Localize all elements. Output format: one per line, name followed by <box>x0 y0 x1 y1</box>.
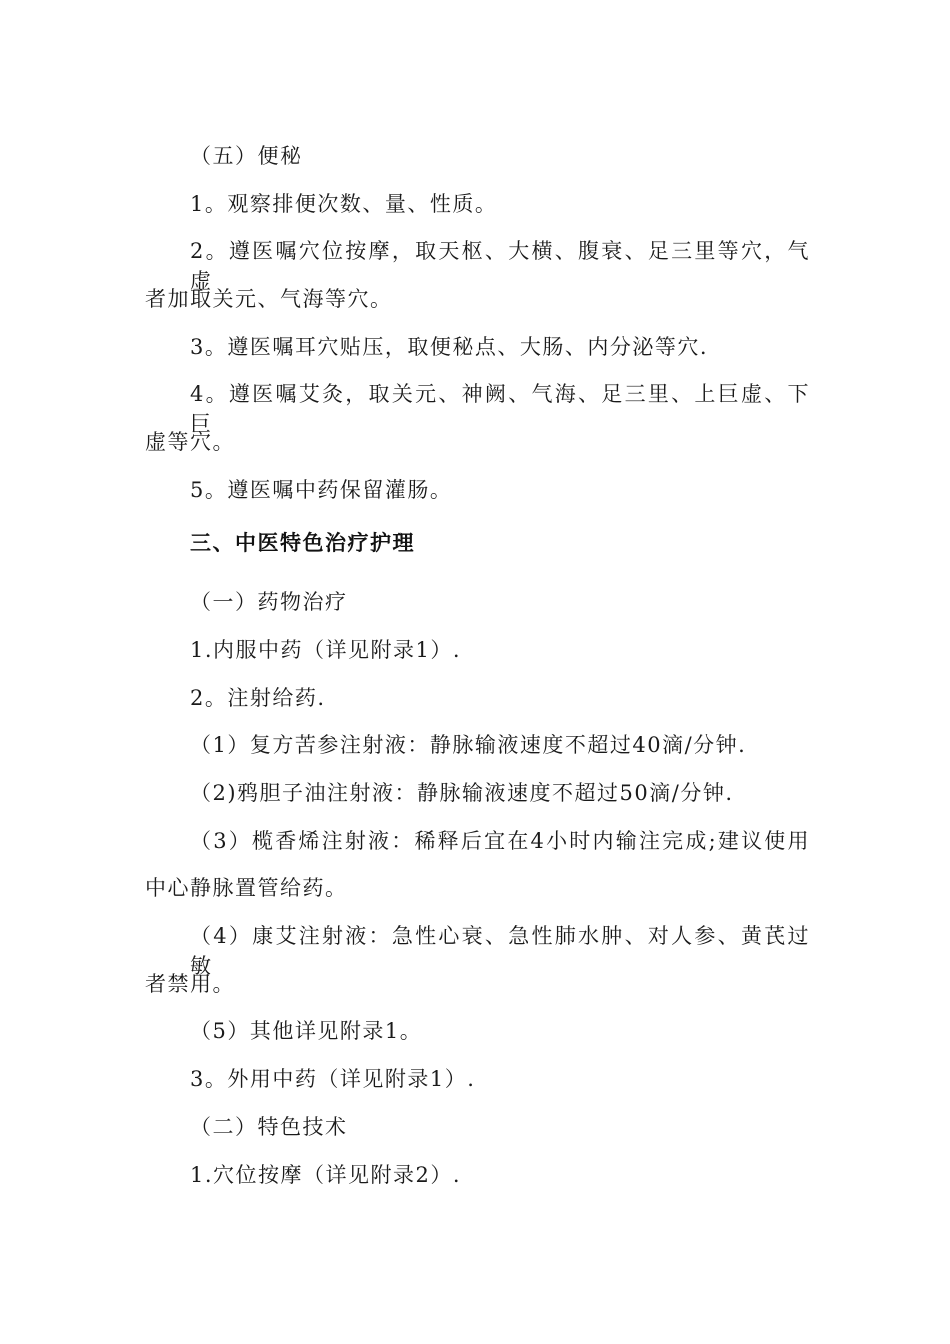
paragraph-line: 虚等穴。 <box>145 430 235 454</box>
paragraph-line: 中心静脉置管给药。 <box>145 876 348 900</box>
paragraph-line: 1.穴位按摩（详见附录2）. <box>190 1163 462 1187</box>
paragraph-line: 4。遵医嘱艾灸，取关元、神阙、气海、足三里、上巨虚、下巨 <box>190 382 810 436</box>
section-heading-constipation: （五）便秘 <box>190 144 303 168</box>
paragraph-line: （4）康艾注射液：急性心衰、急性肺水肿、对人参、黄芪过敏 <box>190 924 810 978</box>
paragraph-line: 者禁用。 <box>145 972 235 996</box>
paragraph-line: 2。遵医嘱穴位按摩，取天枢、大横、腹衰、足三里等穴，气虚 <box>190 239 810 293</box>
paragraph-line: 2。注射给药. <box>190 686 326 710</box>
paragraph-line: 3。外用中药（详见附录1）. <box>190 1067 476 1091</box>
paragraph-line: 3。遵医嘱耳穴贴压，取便秘点、大肠、内分泌等穴. <box>190 335 709 359</box>
paragraph-line: 1。观察排便次数、量、性质。 <box>190 192 498 216</box>
section-heading-tcm-treatment: 三、中医特色治疗护理 <box>190 531 415 555</box>
paragraph-line: （2)鸦胆子油注射液：静脉输液速度不超过50滴/分钟. <box>190 781 734 805</box>
paragraph-line: 5。遵医嘱中药保留灌肠。 <box>190 478 453 502</box>
paragraph-line: （5）其他详见附录1。 <box>190 1019 423 1043</box>
paragraph-line: 1.内服中药（详见附录1）. <box>190 638 462 662</box>
paragraph-line: （1）复方苦参注射液：静脉输液速度不超过40滴/分钟. <box>190 733 747 757</box>
subsection-heading-drug-therapy: （一）药物治疗 <box>190 590 348 614</box>
paragraph-line: 者加取关元、气海等穴。 <box>145 287 393 311</box>
paragraph-line: （3）榄香烯注射液：稀释后宜在4小时内输注完成;建议使用 <box>190 829 810 853</box>
subsection-heading-special-techniques: （二）特色技术 <box>190 1115 348 1139</box>
